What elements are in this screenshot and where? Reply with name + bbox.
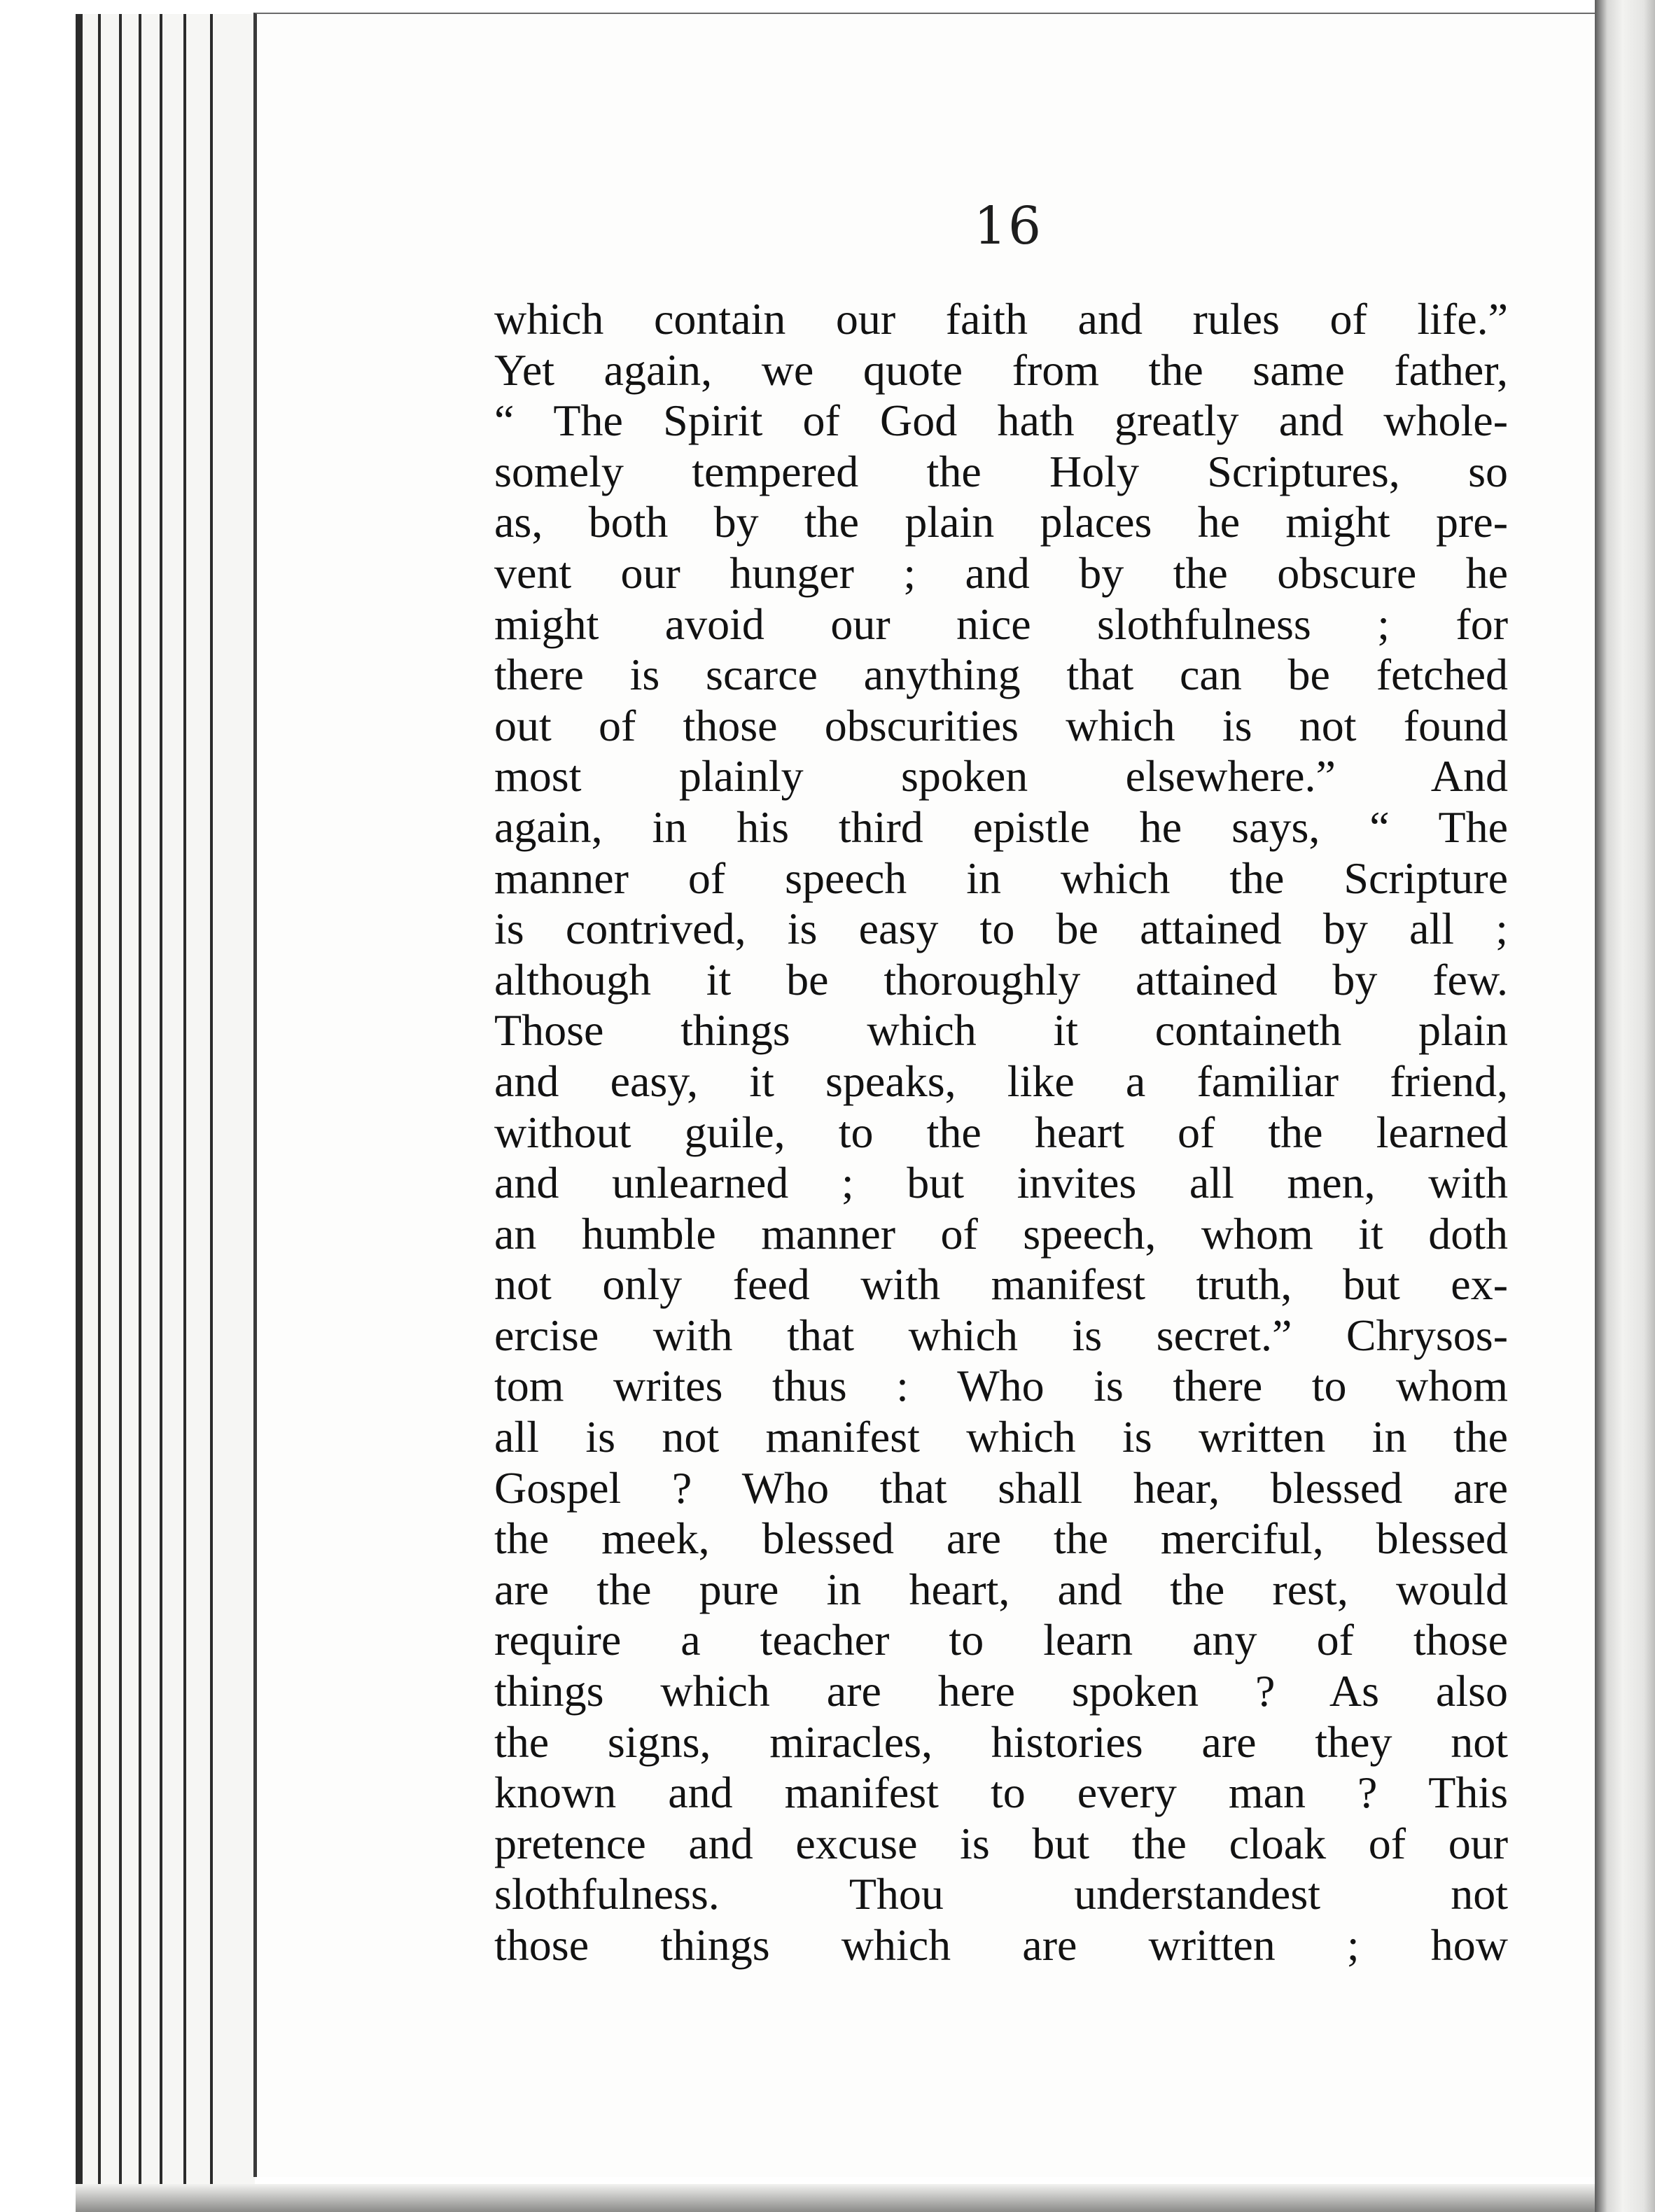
text-line: most plainly spoken elsewhere.” And [494,751,1508,802]
text-line: might avoid our nice slothfulness ; for [494,598,1508,649]
text-line: Those things which it containeth plain [494,1005,1508,1056]
text-line: tom writes thus : Who is there to whom [494,1361,1508,1411]
text-line: slothfulness. Thou understandest not [494,1869,1508,1919]
text-line: not only feed with manifest truth, but ex- [494,1259,1508,1310]
text-line: manner of speech in which the Scripture [494,853,1508,903]
text-line: vent our hunger ; and by the obscure he [494,547,1508,598]
text-line: again, in his third epistle he says, “ The [494,802,1508,852]
text-line: the signs, miracles, histories are they not [494,1716,1508,1767]
text-line: there is scarce anything that can be fetched [494,650,1508,700]
text-line: somely tempered the Holy Scriptures, so [494,446,1508,496]
page-edge [210,14,255,2184]
body-text [494,294,1508,1971]
text-line: those things which are written ; how [494,1920,1508,1970]
bottom-shadow [76,2184,1595,2212]
text-line: although it be thoroughly attained by few. [494,954,1508,1004]
text-line: an humble manner of speech, whom it doth [494,1208,1508,1259]
text-line: without guile, to the heart of the learned [494,1107,1508,1157]
text-line: “ The Spirit of God hath greatly and whole- [494,396,1508,446]
text-line: and unlearned ; but invites all men, with [494,1158,1508,1208]
text-line: known and manifest to every man ? This [494,1768,1508,1818]
binding-gutter [1595,0,1655,2212]
text-line: require a teacher to learn any of those [494,1615,1508,1665]
text-line: and easy, it speaks, like a familiar friend, [494,1056,1508,1106]
text-line: as, both by the plain places he might pre- [494,497,1508,547]
text-line: Gospel ? Who that shall hear, blessed are [494,1462,1508,1513]
text-line: out of those obscurities which is not found [494,700,1508,750]
text-line: the meek, blessed are the merciful, blessed [494,1513,1508,1564]
text-line: Yet again, we quote from the same father, [494,344,1508,395]
text-line: is contrived, is easy to be attained by all ; [494,904,1508,954]
text-line: things which are here spoken ? As also [494,1666,1508,1716]
text-line: are the pure in heart, and the rest, would [494,1564,1508,1614]
page-number: 16 [973,196,1043,256]
text-line: ercise with that which is secret.” Chrysos- [494,1310,1508,1360]
text-line: all is not manifest which is written in the [494,1412,1508,1462]
text-line: pretence and excuse is but the cloak of our [494,1818,1508,1868]
text-line: which contain our faith and rules of life.” [494,294,1508,344]
